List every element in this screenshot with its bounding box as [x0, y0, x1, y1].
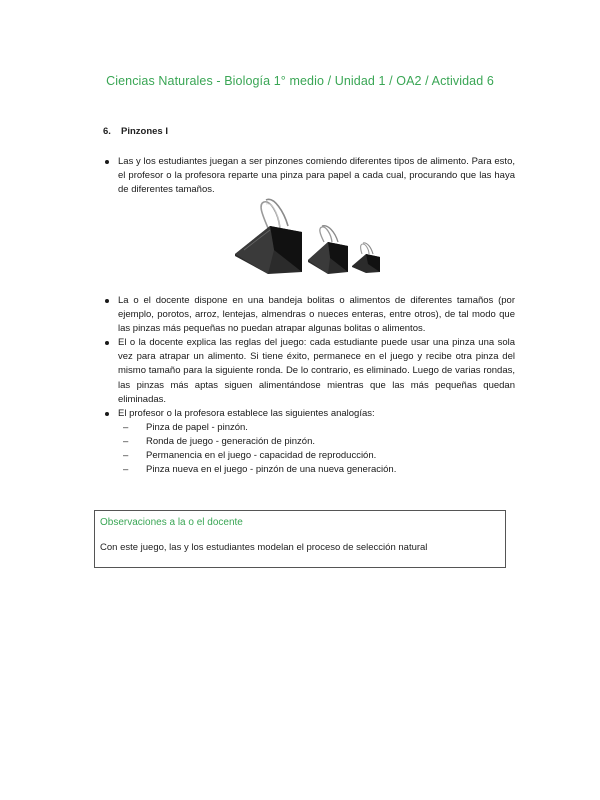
dash-icon: –	[123, 421, 129, 433]
section-title-text: Pinzones I	[121, 126, 168, 137]
rules-list	[105, 294, 515, 477]
bullet-dot-icon	[105, 299, 109, 303]
bullet-dot-icon	[105, 341, 109, 345]
list-item	[105, 407, 515, 477]
list-item	[105, 155, 515, 197]
bullet-dot-icon	[105, 160, 109, 164]
observations-box	[94, 510, 506, 568]
large-binder-clip-icon	[235, 199, 302, 274]
observations-title: Observaciones a la o el docente	[100, 517, 243, 528]
analogy-item	[118, 435, 515, 449]
bullet-dot-icon	[105, 412, 109, 416]
section-number: 6.	[103, 126, 111, 137]
dash-icon: –	[123, 450, 129, 462]
list-item-text: Las y los estudiantes juegan a ser pinzones comiendo diferentes tipos de alimento. Para esto, el profesor o la profesora reparte una pinza para papel a cada cual, procurando que las haya de diferentes tamaños.	[118, 156, 515, 196]
list-item-text: El o la docente explica las reglas del juego: cada estudiante puede usar una pinza una sola vez para atrapar un alimento. Si tiene éxito, permanece en el juego y recibe otra pinza del mismo tamaño para la siguiente ronda. De lo contrario, es eliminado. Luego de varias rondas, las pinzas más aptas siguen alimentándose mientras que las más pequeñas quedan eliminadas.	[118, 337, 515, 405]
analogy-item	[118, 449, 515, 463]
analogy-item	[118, 463, 515, 477]
list-item	[105, 336, 515, 406]
intro-list	[105, 155, 515, 197]
list-item-text: El profesor o la profesora establece las siguientes analogías:	[118, 407, 375, 419]
small-binder-clip-icon	[352, 243, 380, 273]
analogy-text: Pinza nueva en el juego - pinzón de una nueva generación.	[146, 464, 397, 476]
observations-text: Con este juego, las y los estudiantes modelan el proceso de selección natural	[100, 542, 428, 553]
list-item-text: La o el docente dispone en una bandeja bolitas o alimentos de diferentes tamaños (por ejemplo, porotos, arroz, lentejas, almendras o nueces enteras, entre otros), de tal modo que las pinzas más pequeñas no puedan atrapar algunas bolitas o alimentos.	[118, 295, 515, 335]
analogy-item	[118, 421, 515, 435]
analogy-text: Permanencia en el juego - capacidad de reproducción.	[146, 450, 377, 462]
section-title	[103, 126, 168, 137]
analogy-text: Ronda de juego - generación de pinzón.	[146, 435, 316, 447]
analogies-list	[118, 421, 515, 477]
medium-binder-clip-icon	[308, 226, 348, 274]
binder-clips-image	[230, 198, 390, 280]
dash-icon: –	[123, 464, 129, 476]
dash-icon: –	[123, 435, 129, 447]
list-item	[105, 294, 515, 336]
page-header-breadcrumb: Ciencias Naturales - Biología 1° medio / Unidad 1 / OA2 / Actividad 6	[106, 74, 494, 88]
analogy-text: Pinza de papel - pinzón.	[146, 421, 248, 433]
